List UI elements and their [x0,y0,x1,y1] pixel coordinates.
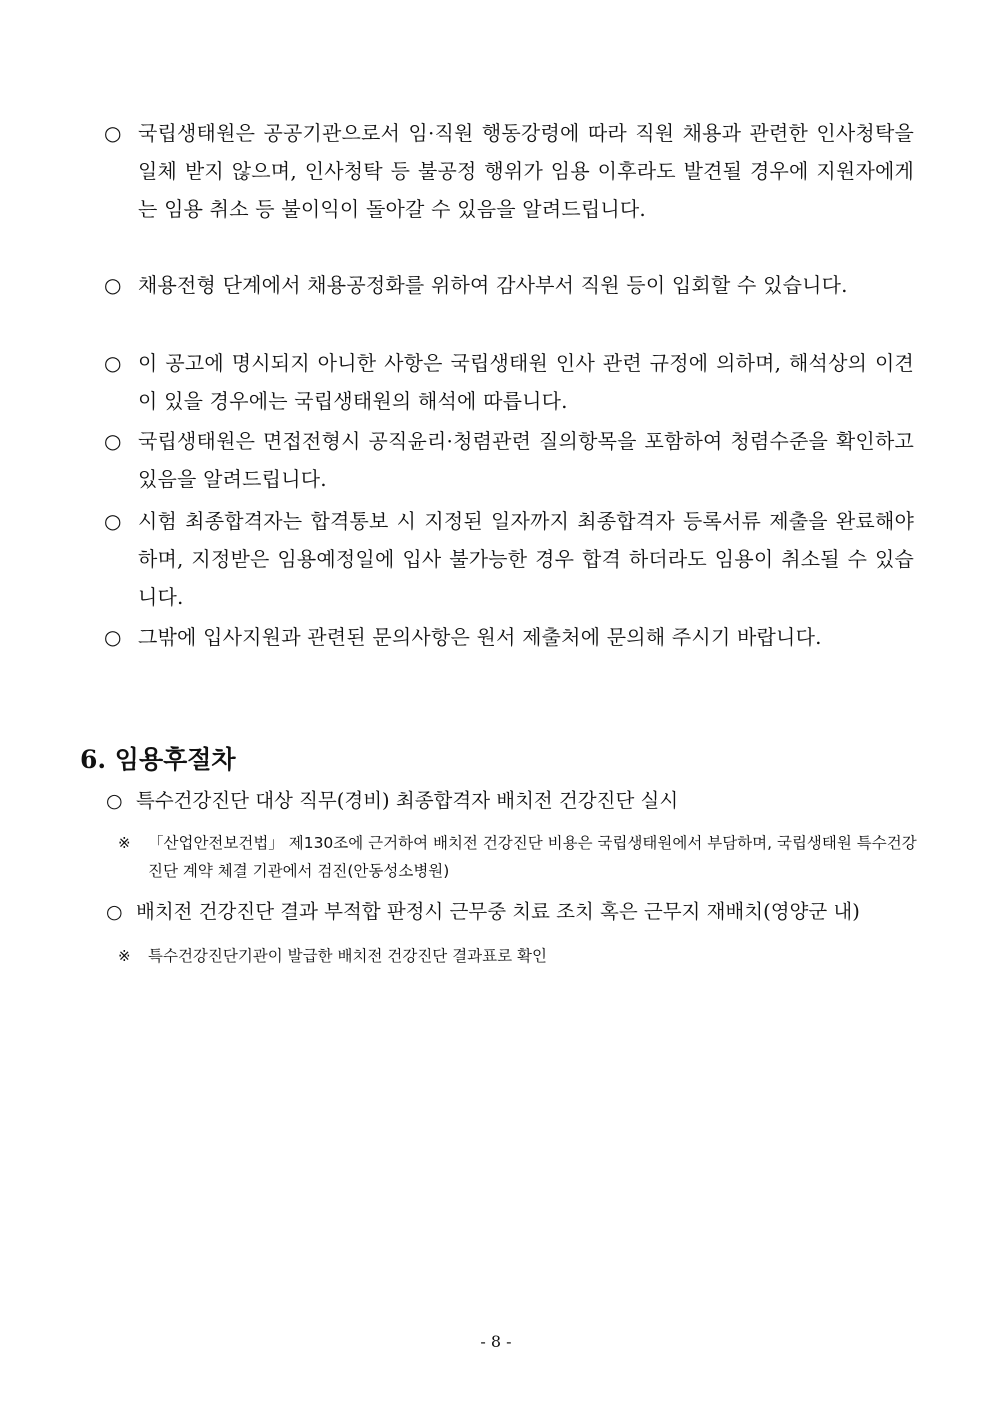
circle-bullet-icon: ○ [104,351,122,375]
circle-bullet-icon: ○ [104,625,122,649]
notice-item [104,502,914,616]
reference-mark-icon: ※ [118,947,131,965]
notice-text: 이 공고에 명시되지 아니한 사항은 국립생태원 인사 관련 규정에 의하며, 해석상의 이견이 있을 경우에는 국립생태원의 해석에 따릅니다. [138,351,914,413]
circle-bullet-icon: ○ [104,429,122,453]
note-text: 특수건강진단기관이 발급한 배치전 건강진단 결과표로 확인 [148,947,547,965]
notice-item [104,422,914,498]
procedure-text: 배치전 건강진단 결과 부적합 판정시 근무중 치료 조치 혹은 근무지 재배치(영양군 내) [136,900,860,923]
notice-item [104,114,914,228]
notice-item [104,618,914,656]
notice-text: 채용전형 단계에서 채용공정화를 위하여 감사부서 직원 등이 입회할 수 있습니다. [138,273,848,297]
reference-note [118,942,918,970]
page-number: - 8 - [480,1332,512,1351]
circle-bullet-icon: ○ [104,509,122,533]
section-heading: 6. 임용후절차 [80,745,236,774]
procedure-item [106,897,916,927]
notice-item [104,266,914,304]
note-text: 「산업안전보건법」 제130조에 근거하여 배치전 건강진단 비용은 국립생태원에서 부담하며, 국립생태원 특수건강진단 계약 체결 기관에서 검진(안동성소병원) [148,834,917,880]
circle-bullet-icon: ○ [104,121,122,145]
circle-bullet-icon: ○ [106,901,123,923]
notice-item [104,344,914,420]
circle-bullet-icon: ○ [104,273,122,297]
notice-text: 국립생태원은 면접전형시 공직윤리·청렴관련 질의항목을 포함하여 청렴수준을 확인하고 있음을 알려드립니다. [138,429,914,491]
reference-note [118,829,918,885]
notice-text: 시험 최종합격자는 합격통보 시 지정된 일자까지 최종합격자 등록서류 제출을 완료해야 하며, 지정받은 임용예정일에 입사 불가능한 경우 합격 하더라도 임용이 취소될 수 있습니다. [138,509,914,609]
notice-text: 그밖에 입사지원과 관련된 문의사항은 원서 제출처에 문의해 주시기 바랍니다. [138,625,822,649]
reference-mark-icon: ※ [118,834,131,852]
circle-bullet-icon: ○ [106,790,123,812]
notice-text: 국립생태원은 공공기관으로서 임·직원 행동강령에 따라 직원 채용과 관련한 인사청탁을 일체 받지 않으며, 인사청탁 등 불공정 행위가 임용 이후라도 발견될 경우에 지원자에게는 임용 취소 등 불이익이 돌아갈 수 있음을 알려드립니다. [138,121,914,221]
procedure-text: 특수건강진단 대상 직무(경비) 최종합격자 배치전 건강진단 실시 [136,789,679,812]
procedure-item [106,786,916,816]
